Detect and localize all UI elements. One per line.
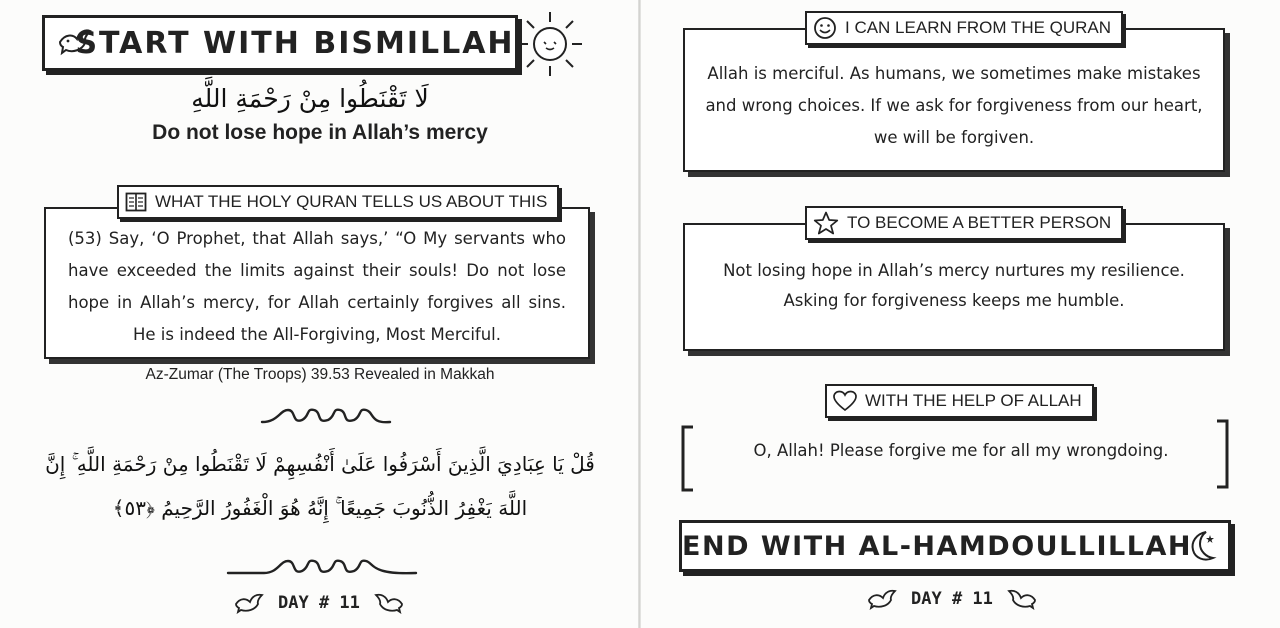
dove-icon xyxy=(1007,588,1037,610)
star-icon xyxy=(813,211,839,235)
day-footer xyxy=(867,588,1037,610)
left-bracket xyxy=(679,424,695,494)
right-page xyxy=(641,0,1280,628)
help-tag xyxy=(825,384,1094,418)
day-label: DAY # 11 xyxy=(278,593,360,613)
arabic-phrase: لَا تَقْنَطُوا مِنْ رَحْمَةِ اللَّهِ xyxy=(191,84,429,113)
right-bracket xyxy=(1215,418,1231,490)
day-label: DAY # 11 xyxy=(911,589,993,609)
verse-reference: Az-Zumar (The Troops) 39.53 Revealed in Makkah xyxy=(145,366,495,383)
end-banner-title: END WITH AL-HAMDOULLILLAH xyxy=(682,530,1192,562)
smiley-icon xyxy=(813,16,837,40)
swirl-divider xyxy=(224,553,420,581)
quran-text: (53) Say, ‘O Prophet, that Allah says,’ “O My servants who have exceeded the limits against their souls! Do not lose hope in Allah’s mercy, for Allah certainly forgives all sins. He is indeed the All-Forgiving, Most Merciful. xyxy=(68,229,566,344)
start-banner xyxy=(42,15,518,71)
learn-box xyxy=(683,28,1225,172)
dove-icon xyxy=(57,26,93,56)
help-text: O, Allah! Please forgive me for all my wrongdoing. xyxy=(753,441,1169,460)
verse-line-2: اللَّهَ يَغْفِرُ الذُّنُوبَ جَمِيعًا ۚ إِنَّهُ هُوَ الْغَفُورُ الرَّحِيمُ ﴿٥٣﴾ xyxy=(112,496,528,520)
swirl-divider xyxy=(258,402,394,430)
dove-icon xyxy=(374,592,404,614)
learn-tag xyxy=(805,11,1123,45)
quran-box xyxy=(44,207,590,359)
help-tag-label: WITH THE HELP OF ALLAH xyxy=(865,391,1082,410)
dove-icon xyxy=(867,588,897,610)
sun-icon xyxy=(514,6,586,78)
heart-icon xyxy=(833,390,857,412)
better-box xyxy=(683,223,1225,351)
quran-tag xyxy=(117,185,559,219)
day-footer xyxy=(234,592,404,614)
better-text: Not losing hope in Allah’s mercy nurtures my resilience. Asking for forgiveness keeps me humble. xyxy=(723,261,1185,310)
quran-tag-label: WHAT THE HOLY QURAN TELLS US ABOUT THIS xyxy=(155,192,548,211)
phrase-translation: Do not lose hope in Allah’s mercy xyxy=(152,121,488,144)
dove-icon xyxy=(234,592,264,614)
better-tag-label: TO BECOME A BETTER PERSON xyxy=(847,213,1112,232)
start-banner-title: START WITH BISMILLAH xyxy=(75,25,515,61)
learn-text: Allah is merciful. As humans, we sometimes make mistakes and wrong choices. If we ask for forgiveness from our heart, we will be forgiven. xyxy=(705,64,1203,147)
moon-icon xyxy=(1186,529,1218,563)
end-banner xyxy=(679,520,1231,572)
verse-line-1: قُلْ يَا عِبَادِيَ الَّذِينَ أَسْرَفُوا عَلَىٰ أَنْفُسِهِمْ لَا تَقْنَطُوا مِنْ رَحْمَةِ اللَّهِ ۚ إِنَّ xyxy=(45,452,595,476)
better-tag xyxy=(805,206,1123,240)
book-icon xyxy=(125,192,147,212)
learn-tag-label: I CAN LEARN FROM THE QURAN xyxy=(845,18,1112,37)
